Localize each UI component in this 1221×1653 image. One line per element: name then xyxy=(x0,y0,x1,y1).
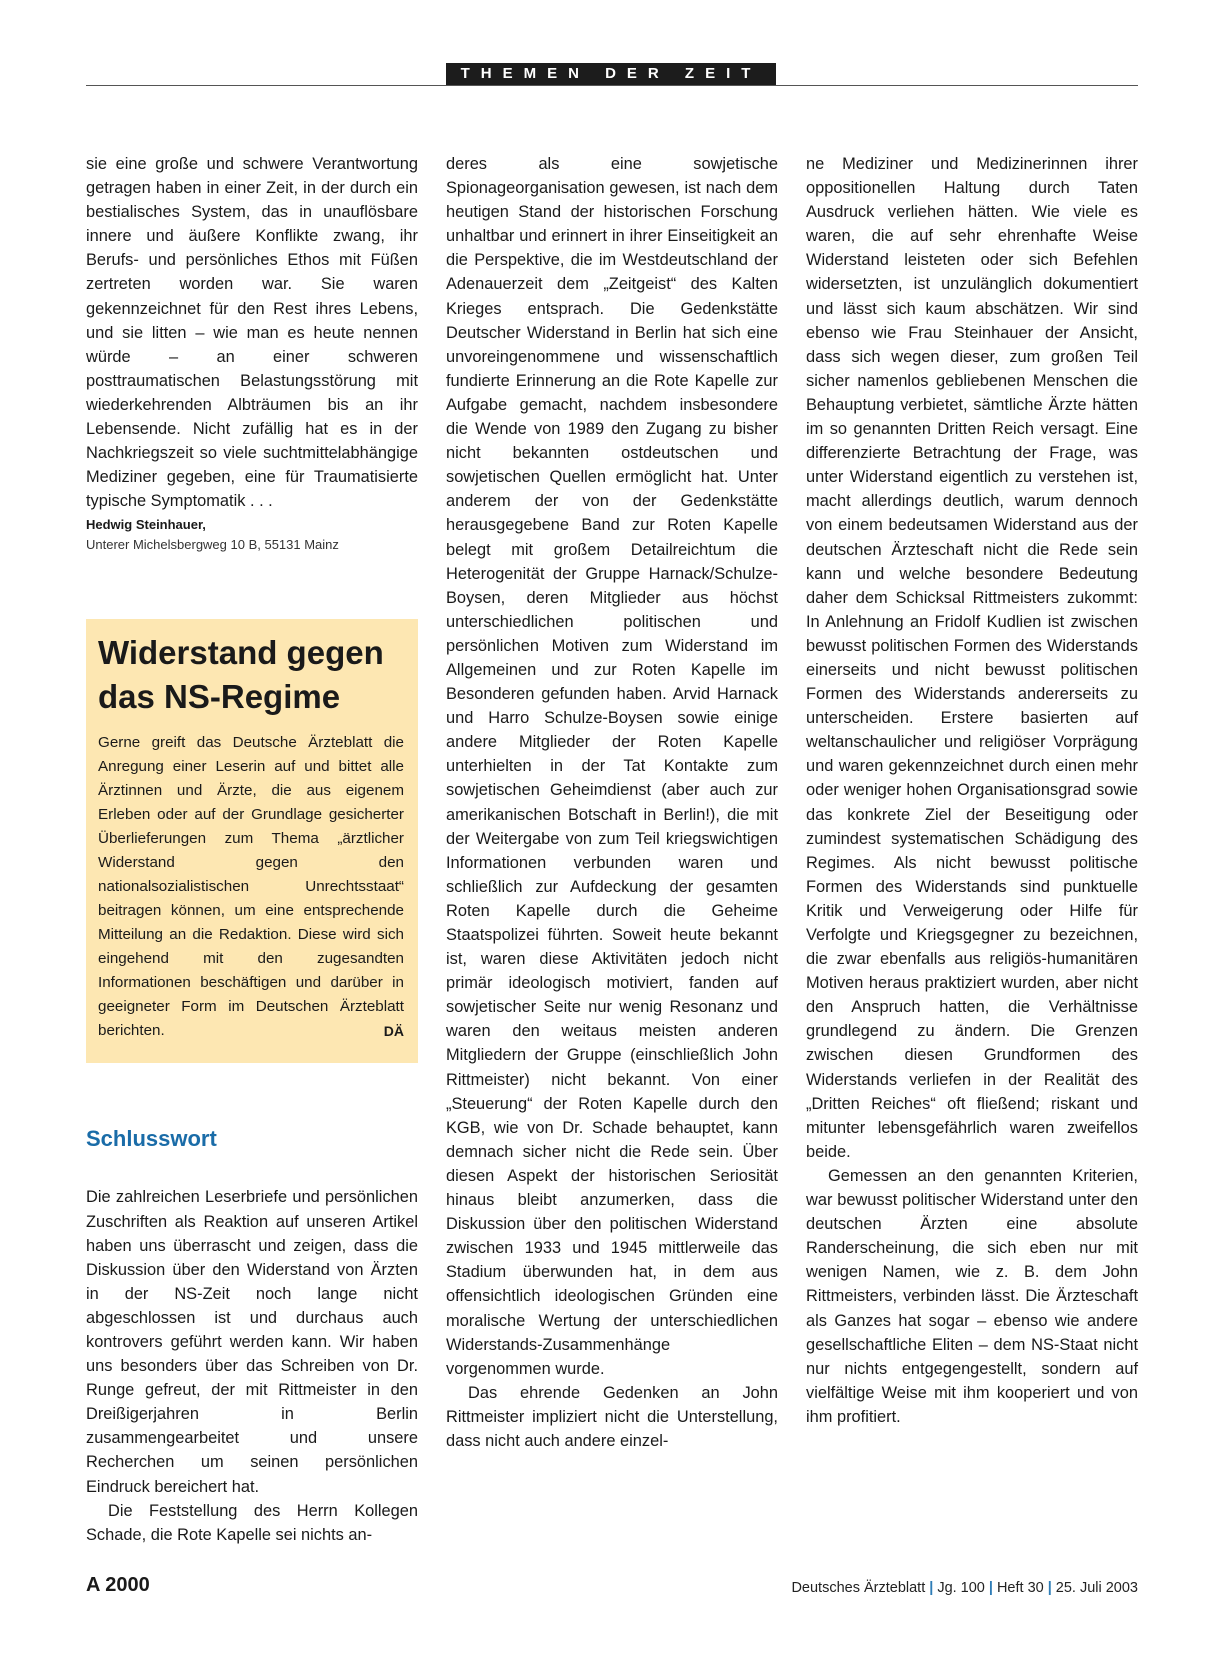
letter-paragraph: sie eine große und schwere Verantwortung getragen haben in einer Zeit, in der durch ein bestialisches System, das in unauflösbare innere und äußere Konflikte zwang, ihr Berufs- und persönliches Ethos mit Füßen zertreten worden war. Sie waren gekennzeichnet für den Rest ihres Lebens, und sie litten – wie man es heute nennen würde – an einer schweren posttraumatischen Belastungsstörung mit wiederkehrenden Albträumen bis an ihr Lebensende. Nicht zufällig hat es in der Nachkriegszeit so viele suchtmittelabhängige Mediziner gegeben, eine für Traumatisierte typische Symptomatik . . . xyxy=(86,155,418,511)
journal-date: 25. Juli 2003 xyxy=(1055,1580,1138,1596)
info-box-title: Widerstand gegen das NS-Regime xyxy=(98,634,384,716)
info-box-body: Gerne greift das Deutsche Ärzteblatt die Anregung einer Leserin auf und bittet alle Ärztinnen und Ärzte, die aus eigenem Erleben oder auf der Grundlage gesicherter Überlieferungen zum Thema „ärztlicher Widerstand gegen den nationalsozialistischen Unrechtsstaat“ beitragen können, um eine entsprechende Mitteilung an die Redaktion. Diese wird sich eingehend mit den zugesandten Informationen beschäftigen und darüber in geeigneter Form im Deutschen Ärzteblatt berichten. xyxy=(98,734,404,1040)
page-number: A 2000 xyxy=(86,1574,150,1596)
reply-paragraph-5: ne Mediziner und Medizinerinnen ihrer oppositionellen Haltung durch Taten Ausdruck verliehen hätten. Wie viele es waren, die auf sehr ehrenhafte Weise Widerstand leisteten oder sich Befehlen widersetzten, ist unzulänglich dokumentiert und lässt sich kaum abschätzen. Wir sind ebenso wie Frau Steinhauer der Ansicht, dass sich wegen dieser, zum großen Teil sicher namenlos gebliebenen Menschen die Behauptung verbietet, sämtliche Ärzte hätten im so genannten Dritten Reich versagt. Eine differenzierte Betrachtung der Frage, was unter Widerstand eigentlich zu verstehen ist, macht allerdings deutlich, warum dennoch von einem bedeutsamen Widerstand aus der deutschen Ärzteschaft nicht die Rede sein kann und welche besondere Bedeutung daher dem Schicksal Rittmeisters zukommt: In Anlehnung an Fridolf Kudlien ist zwischen bewusst politischen Formen des Widerstands einerseits und nicht bewusst politischen Formen des Widerstands andererseits zu unterscheiden. Erstere basierten auf weltanschaulicher und religiöser Vorprägung und waren gekennzeichnet durch einen mehr oder weniger hohen Organisationsgrad sowie das konkrete Ziel der Beseitigung oder zumindest systematischen Schädigung des Regimes. Als nicht bewusst politische Formen des Widerstands sind punktuelle Kritik und Verweigerung oder Hilfe für Verfolgte und Kriegsgegner zu bezeichnen, die zwar ebenfalls aus religiös-humanitären Motiven heraus praktiziert wurden, aber nicht den Anspruch hatten, die Verhältnisse grundlegend zu ändern. Die Grenzen zwischen diesen Grundformen des Widerstands verliefen in der Realität des „Dritten Reiches“ oft fließend; riskant und mitunter lebensgefährlich waren zweifellos beide. xyxy=(806,155,1138,1161)
section-subhead: Schlusswort xyxy=(86,1126,217,1152)
column-3 xyxy=(806,152,1138,1429)
citation-separator: | xyxy=(988,1580,993,1596)
section-header: THEMEN DER ZEIT xyxy=(446,63,776,85)
journal-name: Deutsches Ärzteblatt xyxy=(791,1580,926,1596)
signature-name: Hedwig Steinhauer, xyxy=(86,517,206,533)
reply-paragraph-1: Die zahlreichen Leserbriefe und persönlichen Zuschriften als Reaktion auf unseren Artikel haben uns überrascht und zeigen, dass die Diskussion über den Widerstand von Ärzten in der NS-Zeit noch lange nicht abgeschlossen ist und durchaus auch kontrovers geführt werden kann. Wir haben uns besonders über das Schreiben von Dr. Runge gefreut, der mit Rittmeister in den Dreißigerjahren in Berlin zusammengearbeitet und unsere Recherchen um seinen persönlichen Eindruck bereichert hat. xyxy=(86,1188,418,1496)
citation-separator: | xyxy=(1047,1580,1052,1596)
journal-citation xyxy=(791,1580,1138,1596)
reply-paragraph-3: deres als eine sowjetische Spionageorganisation gewesen, ist nach dem heutigen Stand der historischen Forschung unhaltbar und erinnert in ihrer Einseitigkeit an die Perspektive, die im Westdeutschland der Adenauerzeit dem „Zeitgeist“ des Kalten Krieges entsprach. Die Gedenkstätte Deutscher Widerstand in Berlin hat sich eine unvoreingenommene und wissenschaftlich fundierte Erinnerung an die Rote Kapelle zur Aufgabe gemacht, nachdem insbesondere die Wende von 1989 den Zugang zu bisher nicht bekannten ostdeutschen und sowjetischen Quellen ermöglicht hat. Unter anderem der von der Gedenkstätte herausgegebene Band zur Roten Kapelle belegt mit großem Detailreichtum die Heterogenität der Gruppe Harnack/Schulze-Boysen, deren Mitglieder aus höchst unterschiedlichen politischen und persönlichen Motiven zum Widerstand im Allgemeinen und zur Roten Kapelle im Besonderen gefunden haben. Arvid Harnack und Harro Schulze-Boysen sowie einige andere Mitglieder der Roten Kapelle unterhielten in der Tat Kontakte zum sowjetischen Geheimdienst (aber auch zur amerikanischen Botschaft in Berlin!), die mit der Weitergabe von zum Teil kriegswichtigen Informationen verbunden waren und schließlich zur Aufdeckung der gesamten Roten Kapelle durch die Geheime Staatspolizei führten. Soweit heute bekannt ist, waren diese Aktivitäten jedoch nicht primär ideologisch motiviert, fanden auf sowjetischer Seite nur wenig Resonanz und waren den weitaus meisten anderen Mitgliedern der Gruppe (einschließlich John Rittmeister) nicht bekannt. Von einer „Steuerung“ der Roten Kapelle durch den KGB, wie von Dr. Schade behauptet, kann demnach sicher nicht die Rede sein. Über diesen Aspekt der historischen Seriosität hinaus bleibt anzumerken, dass die Diskussion über den politischen Widerstand zwischen 1933 und 1945 mittlerweile das Stadium überwunden hat, in dem aus offensichtlich ideologischen Gründen eine moralische Wertung der unterschiedlichen Widerstands-Zusammenhänge vorgenommen wurde. xyxy=(446,155,778,1378)
info-box-text xyxy=(98,731,404,1043)
reply-paragraph-6: Gemessen an den genannten Kriterien, war bewusst politischer Widerstand unter den deutschen Ärzten eine absolute Randerscheinung, die sich eben nur mit wenigen Namen, wie z. B. dem John Rittmeisters, verbinden lässt. Die Ärzteschaft als Ganzes hat sogar – ebenso wie andere gesellschaftliche Eliten – dem NS-Staat nicht nur nichts entgegengestellt, sondern auf vielfältige Weise mit ihm kooperiert und von ihm profitiert. xyxy=(806,1166,1138,1426)
citation-separator: | xyxy=(929,1580,934,1596)
journal-issue: Heft 30 xyxy=(996,1580,1044,1596)
journal-volume: Jg. 100 xyxy=(937,1580,985,1596)
info-box xyxy=(86,619,418,1063)
letter-signature xyxy=(86,515,418,555)
header-rule xyxy=(86,85,1138,86)
column-1 xyxy=(86,152,418,1547)
reply-paragraph-2: Die Feststellung des Herrn Kollegen Schade, die Rote Kapelle sei nichts an- xyxy=(86,1501,418,1544)
column-2 xyxy=(446,152,778,1453)
reply-paragraph-4: Das ehrende Gedenken an John Rittmeister impliziert nicht die Unterstellung, dass nicht auch andere einzel- xyxy=(446,1383,778,1450)
info-box-signature: DÄ xyxy=(383,1023,404,1040)
signature-address: Unterer Michelsbergweg 10 B, 55131 Mainz xyxy=(86,537,339,553)
